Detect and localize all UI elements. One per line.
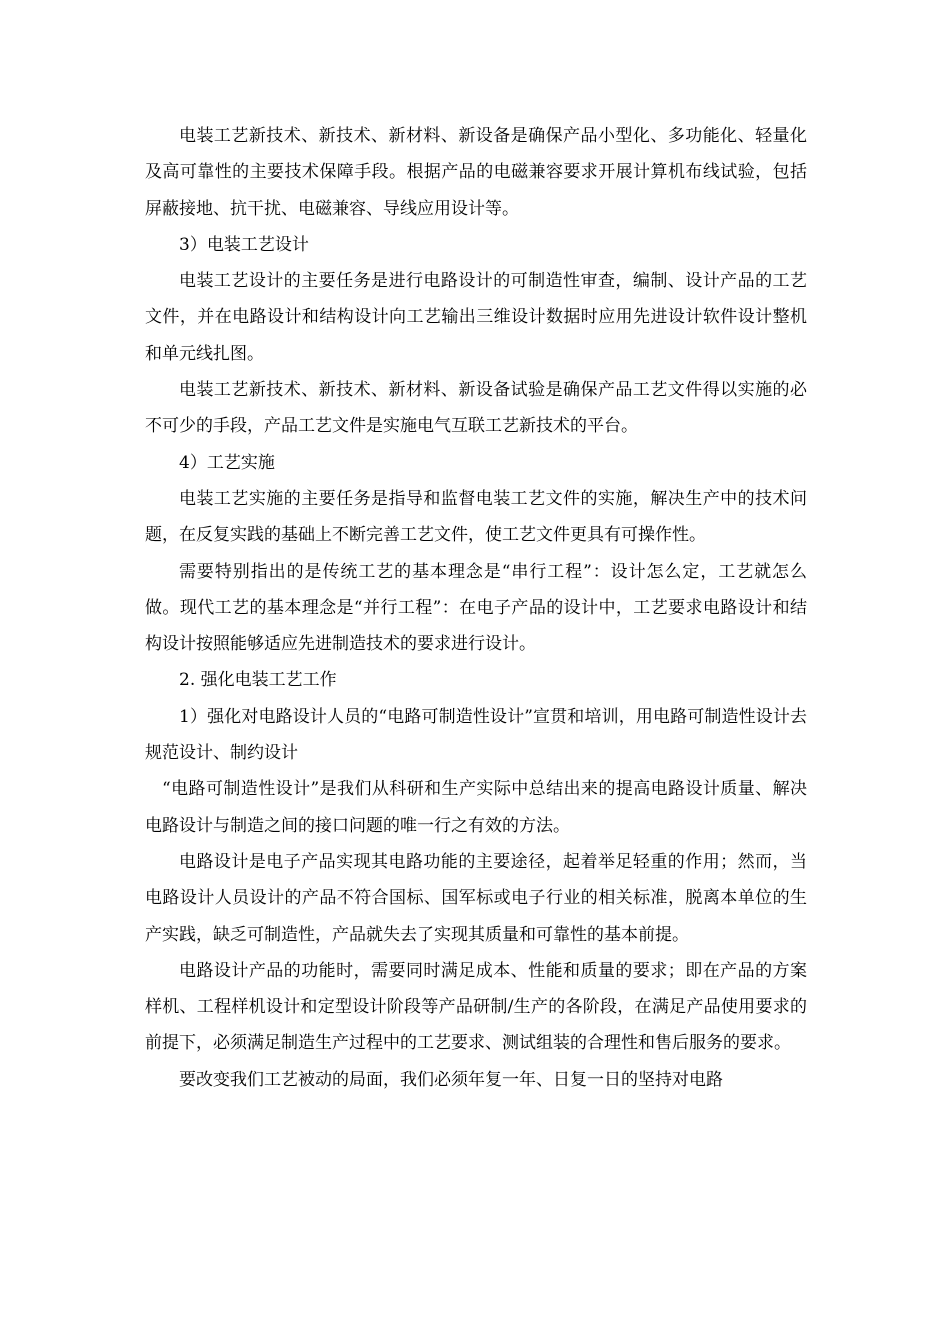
paragraph: 电装工艺新技术、新技术、新材料、新设备是确保产品小型化、多功能化、轻量化及高可靠性的主要技术保障手段。根据产品的电磁兼容要求开展计算机布线试验，包括屏蔽接地、抗干扰、电磁兼容、导线应用设计等。 — [145, 126, 807, 219]
paragraph: 要改变我们工艺被动的局面，我们必须年复一年、日复一日的坚持对电路 — [179, 1069, 723, 1090]
document-body — [145, 118, 807, 1098]
section-heading: 4）工艺实施 — [179, 452, 275, 473]
paragraph: 1）强化对电路设计人员的“电路可制造性设计”宣贯和培训，用电路可制造性设计去规范设计、制约设计 — [145, 706, 807, 764]
paragraph: 电装工艺实施的主要任务是指导和监督电装工艺文件的实施，解决生产中的技术问题，在反复实践的基础上不断完善工艺文件，使工艺文件更具有可操作性。 — [145, 488, 807, 546]
paragraph: 电路设计产品的功能时，需要同时满足成本、性能和质量的要求；即在产品的方案样机、工程样机设计和定型设计阶段等产品研制/生产的各阶段，在满足产品使用要求的前提下，必须满足制造生产过程中的工艺要求、测试组装的合理性和售后服务的要求。 — [145, 960, 807, 1054]
section-heading: 3）电装工艺设计 — [179, 234, 309, 255]
paragraph: 需要特别指出的是传统工艺的基本理念是“串行工程”：设计怎么定，工艺就怎么做。现代工艺的基本理念是“并行工程”：在电子产品的设计中，工艺要求电路设计和结构设计按照能够适应先进制造技术的要求进行设计。 — [145, 561, 807, 655]
paragraph: “电路可制造性设计”是我们从科研和生产实际中总结出来的提高电路设计质量、解决电路设计与制造之间的接口问题的唯一行之有效的方法。 — [145, 779, 807, 836]
paragraph: 电装工艺设计的主要任务是进行电路设计的可制造性审查，编制、设计产品的工艺文件，并在电路设计和结构设计向工艺输出三维设计数据时应用先进设计软件设计整机和单元线扎图。 — [145, 271, 807, 364]
paragraph: 电装工艺新技术、新技术、新材料、新设备试验是确保产品工艺文件得以实施的必不可少的手段，产品工艺文件是实施电气互联工艺新技术的平台。 — [145, 380, 807, 437]
paragraph: 电路设计是电子产品实现其电路功能的主要途径，起着举足轻重的作用；然而，当电路设计人员设计的产品不符合国标、国军标或电子行业的相关标准，脱离本单位的生产实践，缺乏可制造性，产品就失去了实现其质量和可靠性的基本前提。 — [145, 851, 807, 945]
section-heading: 2. 强化电装工艺工作 — [179, 670, 337, 691]
